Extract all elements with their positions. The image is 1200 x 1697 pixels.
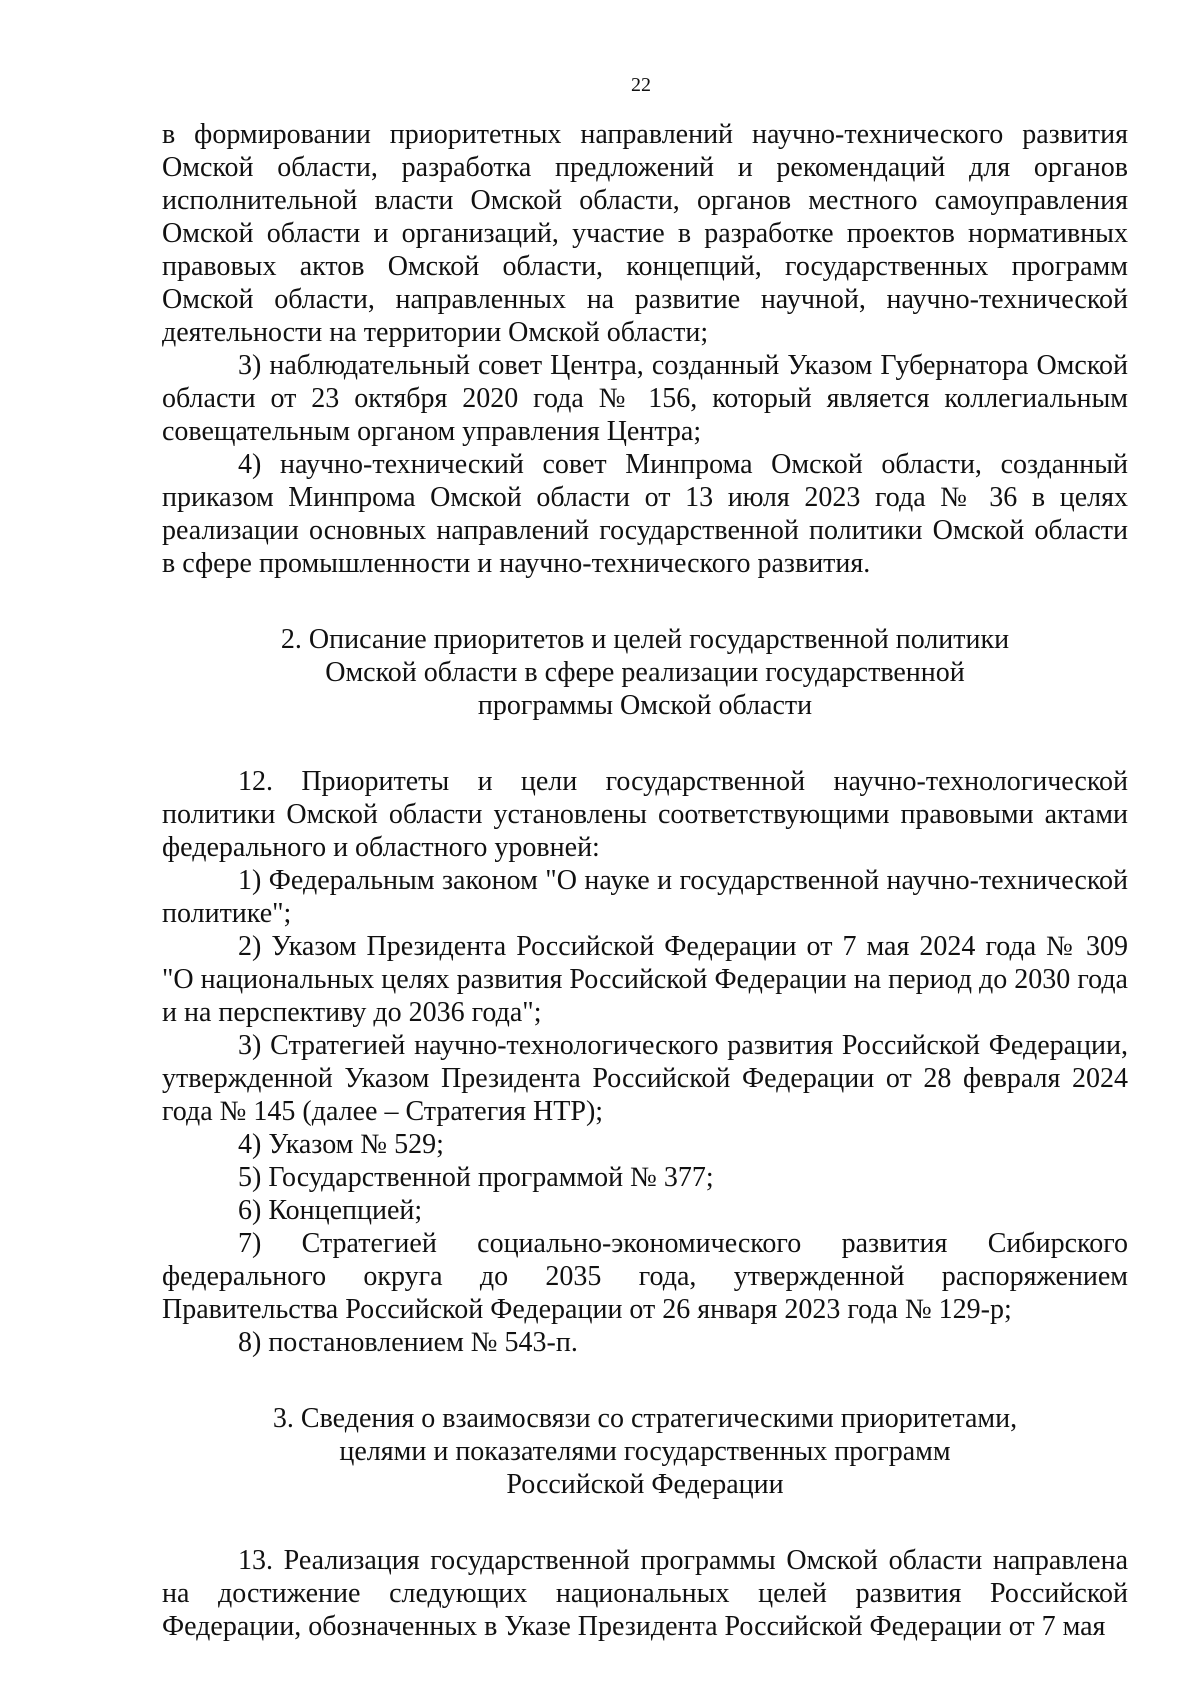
list-item-2: 2) Указом Президента Российской Федерации от 7 мая 2024 года № 309 "О национальных целях развития Российской Федерации на период до 2030 года и на перспективу до 2036 года"; <box>162 931 1128 1028</box>
paragraph-continuation: в формировании приоритетных направлений научно-технического развития Омской области, разработка предложений и рекомендаций для органов исполнительной власти Омской области, органов местного самоуправления Омской области и организаций, участие в разработке проектов нормативных правовых актов Омской области, концепций, государственных программ Омской области, направленных на развитие научной, научно-технической деятельности на территории Омской области; <box>162 119 1128 348</box>
heading-line: Российской Федерации <box>506 1469 784 1500</box>
list-item-7: 7) Стратегией социально-экономического развития Сибирского федерального округа до 2035 года, утвержденной распоряжением Правительства Российской Федерации от 26 января 2023 года № 129-р; <box>162 1228 1128 1325</box>
list-item-8: 8) постановлением № 543-п. <box>238 1327 578 1358</box>
list-item-3-supervisory-board: 3) наблюдательный совет Центра, созданный Указом Губернатора Омской области от 23 октября 2020 года № 156, который является коллегиальным совещательным органом управления Центра; <box>162 350 1128 447</box>
page-number: 22 <box>631 74 651 96</box>
heading-line: 2. Описание приоритетов и целей государственной политики <box>280 624 1010 655</box>
list-item-6: 6) Концепцией; <box>238 1195 423 1226</box>
heading-line: 3. Сведения о взаимосвязи со стратегическими приоритетами, <box>272 1403 1018 1434</box>
document-body <box>162 118 1128 1643</box>
paragraph-13: 13. Реализация государственной программы Омской области направлена на достижение следующих национальных целей развития Российской Федерации, обозначенных в Указе Президента Российской Федерации от 7 мая <box>162 1545 1128 1642</box>
heading-line: программы Омской области <box>477 690 813 721</box>
heading-line: целями и показателями государственных программ <box>339 1436 951 1467</box>
list-item-3: 3) Стратегией научно-технологического развития Российской Федерации, утвержденной Указом Президента Российской Федерации от 28 февраля 2024 года № 145 (далее – Стратегия НТР); <box>162 1030 1128 1127</box>
heading-line: Омской области в сфере реализации государственной <box>325 657 965 688</box>
list-item-1: 1) Федеральным законом "О науке и государственной научно-технической политике"; <box>162 865 1128 929</box>
section-heading-3 <box>162 1402 1128 1501</box>
section-heading-2 <box>162 623 1128 722</box>
list-item-5: 5) Государственной программой № 377; <box>238 1162 714 1193</box>
paragraph-12: 12. Приоритеты и цели государственной научно-технологической политики Омской области установлены соответствующими правовыми актами федерального и областного уровней: <box>162 766 1128 863</box>
list-item-4: 4) Указом № 529; <box>238 1129 444 1160</box>
list-item-4-scientific-council: 4) научно-технический совет Минпрома Омской области, созданный приказом Минпрома Омской области от 13 июля 2023 года № 36 в целях реализации основных направлений государственной политики Омской области в сфере промышленности и научно-технического развития. <box>162 449 1128 579</box>
